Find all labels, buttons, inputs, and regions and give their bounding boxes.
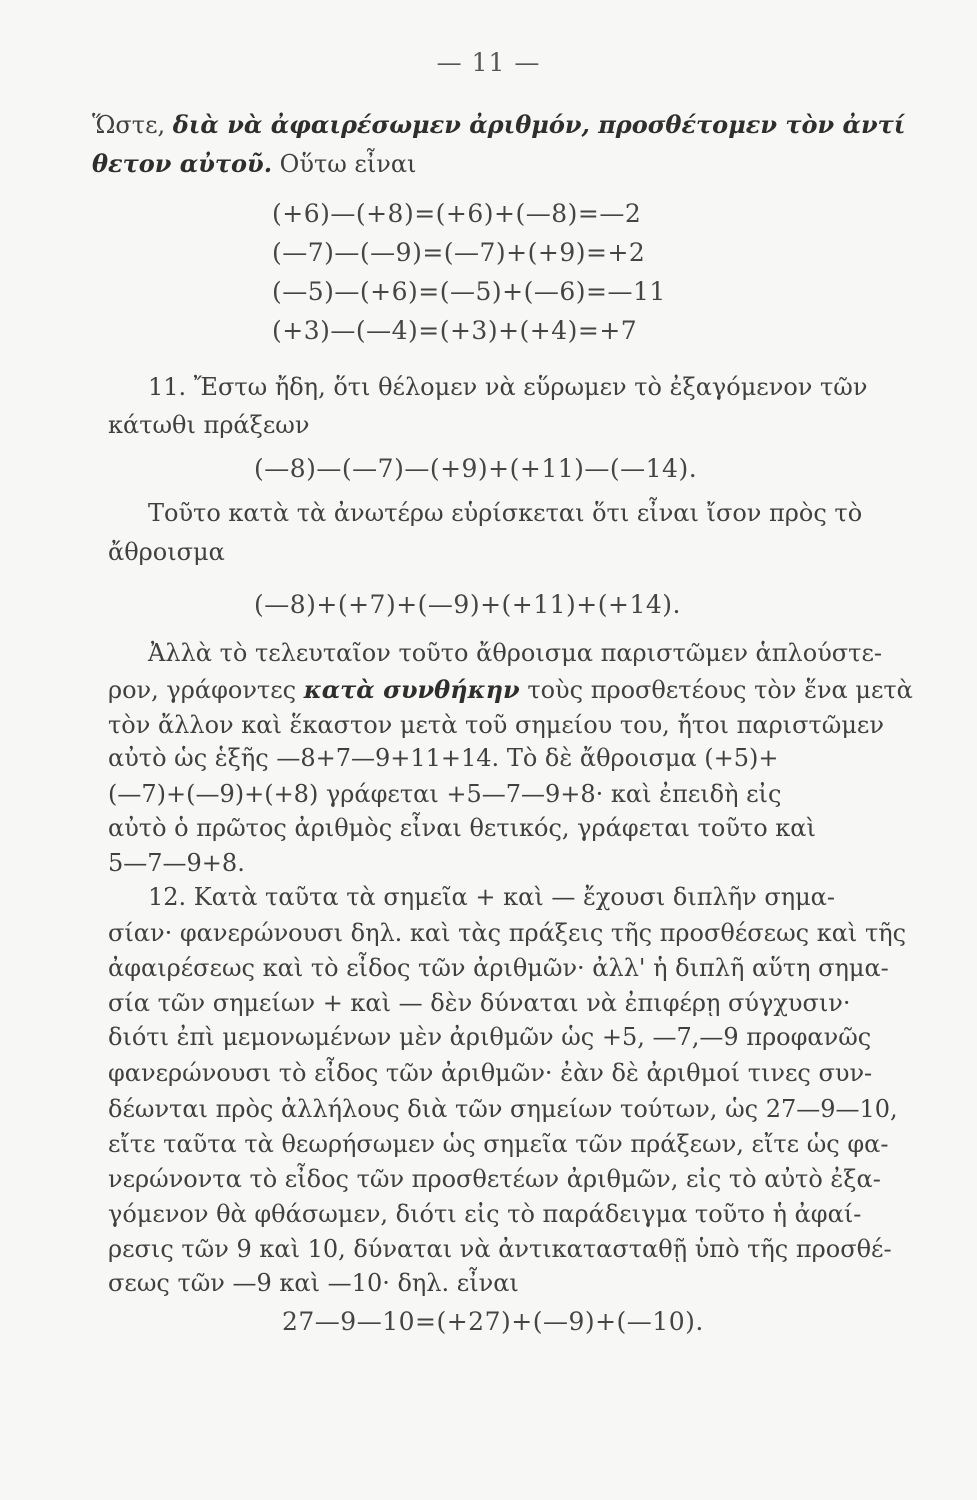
para5-line9: νερώνοντα τὸ εἶδος τῶν προσθετέων ἀριθμῶν, εἰς τὸ αὐτὸ ἐξα-	[108, 1165, 881, 1193]
para1-line2-emphasis: θετον αὐτοῦ.	[92, 149, 273, 178]
para2-line1: 11. Ἔστω ἤδη, ὅτι θέλομεν νὰ εὕρωμεν τὸ ἐξαγόμενον τῶν	[148, 373, 868, 401]
para5-line12: σεως τῶν —9 καὶ —10· δηλ. εἶναι	[108, 1269, 519, 1297]
para3-line1: Τοῦτο κατὰ τὰ ἀνωτέρω εὑρίσκεται ὅτι εἶναι ἴσον πρὸς τὸ	[148, 499, 863, 527]
para1-line2	[92, 149, 416, 179]
equation-line-2: (—7)—(—9)=(—7)+(+9)=+2	[272, 238, 646, 267]
para4-line2-emphasis: κατὰ συνθήκην	[303, 675, 520, 704]
para4-line2-start: ρον, γράφοντες	[108, 676, 304, 704]
para1-line1	[92, 110, 905, 140]
page-number: — 11 —	[436, 48, 541, 77]
equation-line-4: (+3)—(—4)=(+3)+(+4)=+7	[272, 316, 638, 345]
para2-line2: κάτωθι πράξεων	[108, 411, 310, 439]
para5-line5: διότι ἐπὶ μεμονωμένων μὲν ἀριθμῶν ὡς +5, —7,—9 προφανῶς	[108, 1023, 872, 1051]
para5-line3: ἀφαιρέσεως καὶ τὸ εἶδος τῶν ἀριθμῶν· ἀλλ' ἡ διπλῆ αὕτη σημα-	[108, 954, 889, 982]
para4-line2-end: τοὺς προσθετέους τὸν ἕνα μετὰ	[519, 676, 913, 704]
para1-line1-emphasis: διὰ νὰ ἀφαιρέσωμεν ἀριθμόν, προσθέτομεν τὸν ἀντί	[172, 110, 906, 139]
para4-line7: 5—7—9+8.	[108, 849, 245, 877]
para5-line6: φανερώνουσι τὸ εἶδος τῶν ἀριθμῶν· ἐὰν δὲ ἀριθμοί τινες συν-	[108, 1059, 873, 1087]
para5-line1: 12. Κατὰ ταῦτα τὰ σημεῖα + καὶ — ἔχουσι διπλῆν σημα-	[148, 883, 835, 911]
equation-sum-chain: (—8)+(+7)+(—9)+(+11)+(+14).	[254, 590, 681, 619]
para4-line3: τὸν ἄλλον καὶ ἕκαστον μετὰ τοῦ σημείου του, ἤτοι παριστῶμεν	[108, 711, 884, 739]
para5-line7: δέωνται πρὸς ἀλλήλους διὰ τῶν σημείων τούτων, ὡς 27—9—10,	[108, 1095, 898, 1123]
para5-line2: σίαν· φανερώνουσι δηλ. καὶ τὰς πράξεις τῆς προσθέσεως καὶ τῆς	[108, 919, 907, 947]
para4-line5: (—7)+(—9)+(+8) γράφεται +5—7—9+8· καὶ ἐπειδὴ εἰς	[108, 780, 782, 808]
para4-line2	[108, 675, 913, 705]
equation-subtraction-chain: (—8)—(—7)—(+9)+(+11)—(—14).	[254, 454, 698, 483]
para5-line10: γόμενον θὰ φθάσωμεν, διότι εἰς τὸ παράδειγμα τοῦτο ἡ ἀφαί-	[108, 1200, 862, 1228]
para5-line8: εἴτε ταῦτα τὰ θεωρήσωμεν ὡς σημεῖα τῶν πράξεων, εἴτε ὡς φα-	[108, 1130, 889, 1158]
equation-line-3: (—5)—(+6)=(—5)+(—6)=—11	[272, 277, 666, 306]
para4-line6: αὐτὸ ὁ πρῶτος ἀριθμὸς εἶναι θετικός, γράφεται τοῦτο καὶ	[108, 814, 816, 842]
para4-line1: Ἀλλὰ τὸ τελευταῖον τοῦτο ἄθροισμα παριστῶμεν ἁπλούστε-	[148, 639, 882, 667]
para4-line4: αὐτὸ ὡς ἑξῆς —8+7—9+11+14. Τὸ δὲ ἄθροισμα (+5)+	[108, 744, 779, 772]
para1-line1-start: Ὥστε,	[92, 111, 173, 139]
para5-line11: ρεσις τῶν 9 καὶ 10, δύναται νὰ ἀντικατασταθῇ ὑπὸ τῆς προσθέ-	[108, 1235, 892, 1263]
para5-line4: σία τῶν σημείων + καὶ — δὲν δύναται νὰ ἐπιφέρῃ σύγχυσιν·	[108, 989, 851, 1017]
equation-line-1: (+6)—(+8)=(+6)+(—8)=—2	[272, 199, 642, 228]
para3-line2: ἄθροισμα	[108, 538, 225, 566]
para1-line2-end: Οὕτω εἶναι	[272, 150, 417, 178]
equation-final: 27—9—10=(+27)+(—9)+(—10).	[282, 1307, 704, 1336]
